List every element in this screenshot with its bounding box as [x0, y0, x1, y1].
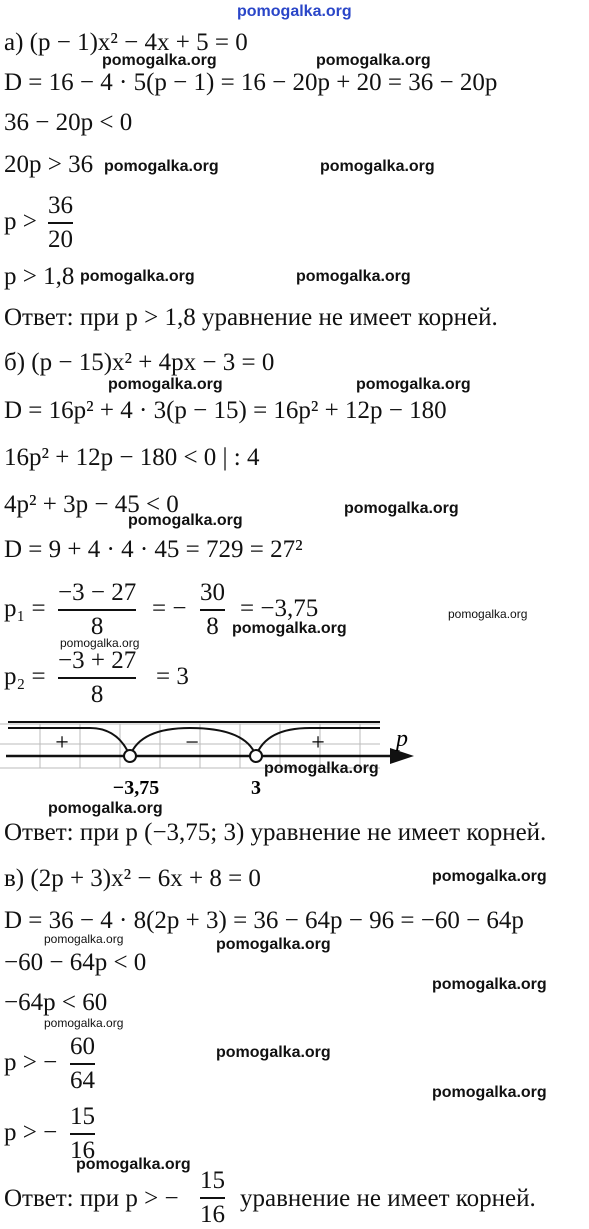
answer-c-fraction: [200, 1167, 225, 1229]
equation-b: б) (p − 15)x² + 4px − 3 = 0: [4, 349, 275, 376]
fraction-bar: [200, 1197, 225, 1199]
denominator: 16: [200, 1201, 225, 1228]
fraction-bar: [58, 609, 136, 611]
fraction-prefix-a: p >: [4, 208, 37, 235]
watermark: pomogalka.org: [44, 1016, 124, 1030]
arc-left: [8, 728, 130, 756]
p1-mid: = −: [152, 595, 187, 622]
watermark: pomogalka.org: [432, 868, 547, 885]
fraction-bar: [70, 1063, 95, 1065]
watermark: pomogalka.org: [237, 3, 352, 20]
answer-b: Ответ: при p (−3,75; 3) уравнение не имеет корней.: [4, 819, 547, 846]
watermark: pomogalka.org: [320, 158, 435, 175]
discriminant-c: D = 36 − 4 · 8(2p + 3) = 36 − 64p − 96 = −60 − 64p: [4, 907, 524, 934]
watermark: pomogalka.org: [76, 1156, 191, 1173]
result-a: p > 1,8: [4, 263, 75, 290]
sign-left: +: [55, 730, 69, 756]
inequality-c-1: −60 − 64p < 0: [4, 949, 147, 976]
p1-prefix: p₁ =: [4, 595, 46, 622]
watermark: pomogalka.org: [80, 268, 195, 285]
point-right: [250, 750, 262, 762]
watermark: pomogalka.org: [48, 800, 163, 817]
numerator: 36: [48, 192, 73, 219]
point-label-right: 3: [251, 777, 261, 799]
denominator: 8: [90, 613, 104, 640]
numerator: 15: [70, 1103, 95, 1130]
watermark: pomogalka.org: [232, 620, 347, 637]
watermark: pomogalka.org: [104, 158, 219, 175]
fraction-bar: [58, 677, 136, 679]
watermark: pomogalka.org: [296, 268, 411, 285]
p1-fraction-2: [200, 579, 225, 641]
inequality-b-2: 4p² + 3p − 45 < 0: [4, 491, 179, 518]
p2-prefix: p₂ =: [4, 663, 46, 690]
fraction-c-1: [70, 1033, 95, 1095]
answer-a: Ответ: при p > 1,8 уравнение не имеет корней.: [4, 304, 498, 331]
p2-fraction: [58, 647, 136, 709]
watermark: pomogalka.org: [432, 976, 547, 993]
watermark: pomogalka.org: [316, 52, 431, 69]
denominator: 20: [48, 226, 73, 253]
axis-variable: p: [396, 726, 408, 752]
fraction-bar: [70, 1133, 95, 1135]
numerator: −3 + 27: [58, 647, 137, 674]
watermark: pomogalka.org: [432, 1084, 547, 1101]
watermark: pomogalka.org: [128, 512, 243, 529]
point-label-left: −3,75: [112, 777, 160, 799]
watermark: pomogalka.org: [60, 636, 140, 650]
fraction-prefix-c-2: p > −: [4, 1119, 58, 1146]
watermark: pomogalka.org: [448, 607, 528, 621]
watermark: pomogalka.org: [108, 376, 223, 393]
answer-c-suffix: уравнение не имеет корней.: [240, 1185, 536, 1212]
denominator: 8: [206, 613, 219, 640]
watermark: pomogalka.org: [216, 936, 331, 953]
denominator: 8: [90, 681, 104, 708]
watermark: pomogalka.org: [44, 932, 124, 946]
watermark: pomogalka.org: [216, 1044, 331, 1061]
fraction-a: [48, 192, 73, 254]
equation-a: а) (p − 1)x² − 4x + 5 = 0: [4, 29, 248, 56]
fraction-bar: [48, 222, 73, 224]
watermark: pomogalka.org: [356, 376, 471, 393]
point-left: [124, 750, 136, 762]
numerator: 30: [200, 579, 225, 606]
number-line: [0, 712, 589, 802]
watermark: pomogalka.org: [102, 52, 217, 69]
watermark: pomogalka.org: [344, 500, 459, 517]
fraction-prefix-c-1: p > −: [4, 1049, 58, 1076]
numerator: 60: [70, 1033, 95, 1060]
sign-right: +: [311, 730, 325, 756]
discriminant-b: D = 16p² + 4 · 3(p − 15) = 16p² + 12p − 180: [4, 397, 447, 424]
inequality-a-1: 36 − 20p < 0: [4, 109, 133, 136]
p1-fraction: [58, 579, 136, 641]
equation-c: в) (2p + 3)x² − 6x + 8 = 0: [4, 865, 261, 892]
sign-middle: −: [185, 730, 199, 756]
answer-c-prefix: Ответ: при p > −: [4, 1185, 179, 1212]
numerator: 15: [200, 1167, 225, 1194]
inequality-c-2: −64p < 60: [4, 989, 108, 1016]
inequality-b-1: 16p² + 12p − 180 < 0 | : 4: [4, 444, 260, 471]
p2-result: = 3: [156, 663, 189, 690]
p1-result: = −3,75: [240, 595, 319, 622]
inequality-a-2: 20p > 36: [4, 151, 94, 178]
fraction-bar: [200, 609, 225, 611]
numerator: −3 − 27: [58, 579, 137, 606]
denominator: 64: [70, 1067, 95, 1094]
watermark: pomogalka.org: [264, 760, 379, 777]
discriminant-a: D = 16 − 4 · 5(p − 1) = 16 − 20p + 20 = 36 − 20p: [4, 69, 498, 96]
discriminant-b-2: D = 9 + 4 · 4 · 45 = 729 = 27²: [4, 536, 303, 563]
denominator: 16: [70, 1137, 95, 1164]
